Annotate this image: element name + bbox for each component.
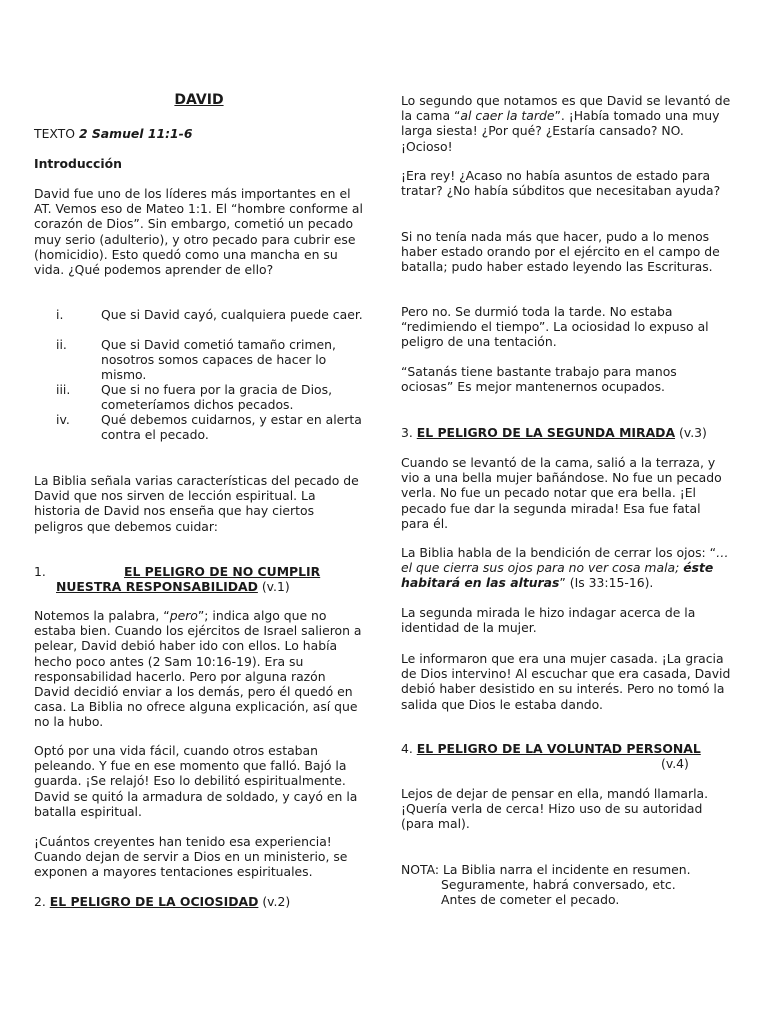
- section-heading-4: 4. EL PELIGRO DE LA VOLUNTAD PERSONAL (v.4): [401, 741, 701, 771]
- pero-no-paragraph: Pero no. Se durmió toda la tarde. No estaba “redimiendo el tiempo”. La ociosidad lo expuso al peligro de una tentación.: [401, 304, 709, 350]
- nota-line: Seguramente, habrá conversado, etc.: [441, 877, 676, 893]
- notemos-paragraph: Notemos la palabra, “pero”; indica algo que no estaba bien. Cuando los ejércitos de Israel salieron a pelear, David debió haber ido con ellos. Lo había hecho poco antes (2 Sam 10:16-19). Era su responsabilidad hacerlo. Pero por alguna razón David decidió enviar a los demás, pero él quedó en casa. La Biblia no ofrece alguna explicación, así que no la hubo.: [34, 608, 362, 730]
- segundo-paragraph: Lo segundo que notamos es que David se levantó de la cama “al caer la tarde”. ¡Había tomado una muy larga siesta! ¿Por qué? ¿Estaría cansado? NO. ¡Ocioso!: [401, 93, 731, 154]
- opto-paragraph: Optó por una vida fácil, cuando otros estaban peleando. Y fue en ese momento que falló. Bajó la guarda. ¡Se relajó! Eso lo debilitó espiritualmente. David se quitó la armadura de soldado, y cayó en la batalla espiritual.: [34, 743, 358, 819]
- biblia-paragraph: La Biblia señala varias características del pecado de David que nos sirven de lección espiritual. La historia de David nos enseña que hay ciertos peligros que debemos cuidar:: [34, 473, 359, 534]
- segunda-mirada-paragraph: La segunda mirada le hizo indagar acerca de la identidad de la mujer.: [401, 605, 696, 636]
- nota-line: Antes de cometer el pecado.: [441, 892, 620, 908]
- text-reference: TEXTO 2 Samuel 11:1-6: [34, 126, 193, 141]
- era-rey-paragraph: ¡Era rey! ¿Acaso no había asuntos de estado para tratar? ¿No había súbditos que necesitaban ayuda?: [401, 168, 721, 199]
- nota-line: NOTA: La Biblia narra el incidente en resumen.: [401, 862, 691, 877]
- informaron-paragraph: Le informaron que era una mujer casada. ¡La gracia de Dios intervino! Al escuchar que era casada, David debió haber desistido en su interés. Pero no tomó la salida que Dios le estaba dando.: [401, 651, 731, 712]
- bendicion-paragraph: La Biblia habla de la bendición de cerrar los ojos: “…el que cierra sus ojos para no ver cosa mala; éste habitará en las alturas” (Is 33:15-16).: [401, 545, 729, 591]
- nota-block: [401, 862, 731, 908]
- document-title: DAVID: [174, 92, 224, 108]
- si-no-tenia-paragraph: Si no tenía nada más que hacer, pudo a lo menos haber estado orando por el ejército en el campo de batalla; pudo haber estado leyendo las Escrituras.: [401, 229, 720, 275]
- intro-heading: Introducción: [34, 156, 122, 171]
- section-heading-3: 3. EL PELIGRO DE LA SEGUNDA MIRADA (v.3): [401, 425, 707, 440]
- cuando-paragraph: Cuando se levantó de la cama, salió a la terraza, y vio a una bella mujer bañándose. No fue un pecado verla. No fue un pecado notar que era bella. ¡El pecado fue dar la segunda mirada! Esa fue fatal para él.: [401, 455, 722, 531]
- section-heading-2: 2. EL PELIGRO DE LA OCIOSIDAD (v.2): [34, 894, 291, 909]
- lejos-paragraph: Lejos de dejar de pensar en ella, mandó llamarla. ¡Quería verla de cerca! Hizo uso de su autoridad (para mal).: [401, 786, 709, 832]
- intro-paragraph: David fue uno de los líderes más importantes en el AT. Vemos eso de Mateo 1:1. El “hombre conforme al corazón de Dios”. Sin embargo, cometió un pecado muy serio (adulterio), y otro pecado para cubrir ese (homicidio). Esto quedó como una mancha en su vida. ¿Qué podemos aprender de ello?: [34, 186, 363, 278]
- satanas-paragraph: “Satanás tiene bastante trabajo para manos ociosas” Es mejor mantenernos ocupados.: [401, 364, 677, 395]
- cuantos-paragraph: ¡Cuántos creyentes han tenido esa experiencia! Cuando dejan de servir a Dios en un ministerio, se exponen a mayores tentaciones espirituales.: [34, 834, 348, 880]
